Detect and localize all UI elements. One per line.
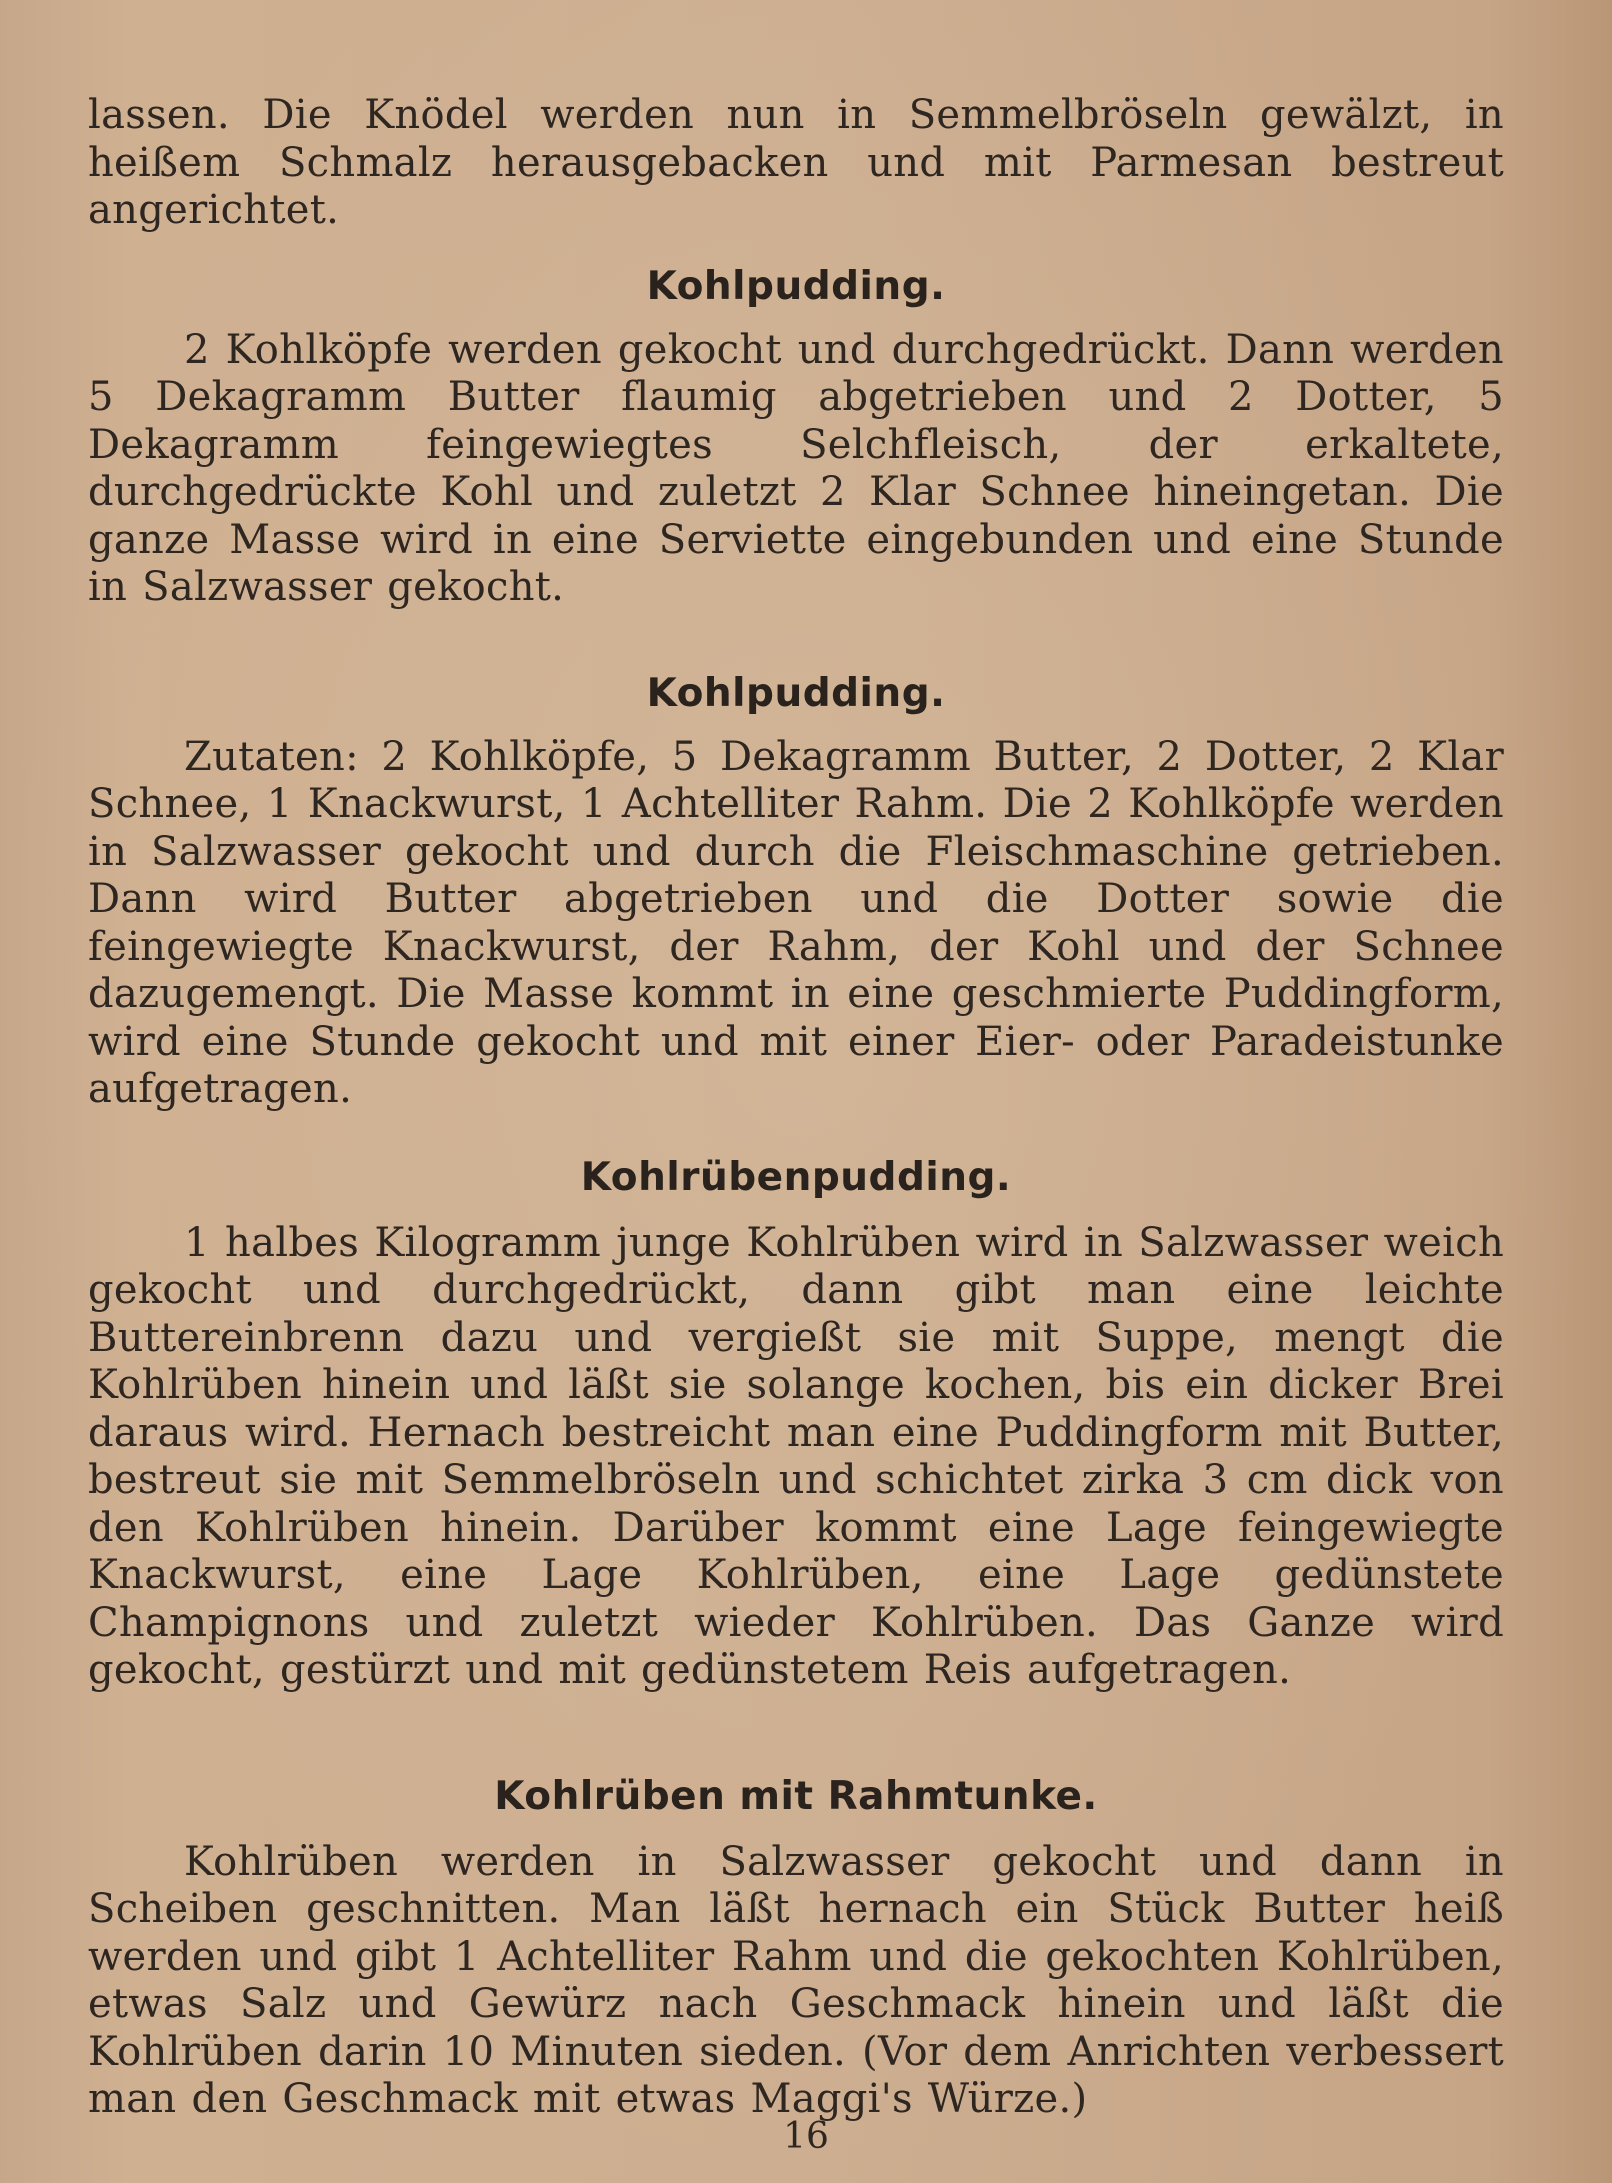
recipe-title-kohlrueben-rahmtunke: Kohlrüben mit Rahmtunke. [494, 1773, 1098, 1819]
intro-paragraph: lassen. Die Knödel werden nun in Semmelbröseln gewälzt, in heißem Schmalz herausgebacken und mit Parmesan bestreut angerichtet. [88, 92, 1504, 233]
recipe-text-kohlrueben-rahmtunke: Kohlrüben werden in Salzwasser gekocht und dann in Scheiben geschnitten. Man läßt hernach ein Stück Butter heiß werden und gibt 1 Achtelliter Rahm und die gekochten Kohlrüben, etwas Salz und Gewürz nach Geschmack hinein und läßt die Kohlrüben darin 10 Minuten sieden. (Vor dem Anrichten verbessert man den Geschmack mit etwas Maggi's Würze.) [88, 1838, 1504, 2122]
recipe-title-kohlruebenpudding: Kohlrübenpudding. [580, 1154, 1012, 1200]
recipe-title-kohlpudding-2: Kohlpudding. [646, 670, 946, 716]
recipe-text-kohlpudding-2: Zutaten: 2 Kohlköpfe, 5 Dekagramm Butter, 2 Dotter, 2 Klar Schnee, 1 Knackwurst, 1 Achtelliter Rahm. Die 2 Kohlköpfe werden in Salzwasser gekocht und durch die Fleischmaschine getrieben. Dann wird Butter abgetrieben und die Dotter sowie die feingewiegte Knackwurst, der Rahm, der Kohl und der Schnee dazugemengt. Die Masse kommt in eine geschmierte Puddingform, wird eine Stunde gekocht und mit einer Eier- oder Paradeistunke aufgetragen. [88, 733, 1504, 1112]
recipe-title-kohlpudding-1: Kohlpudding. [646, 263, 946, 309]
recipe-text-kohlpudding-1: 2 Kohlköpfe werden gekocht und durchgedrückt. Dann werden 5 Dekagramm Butter flaumig abgetrieben und 2 Dotter, 5 Dekagramm feingewiegtes Selchfleisch, der erkaltete, durchgedrückte Kohl und zuletzt 2 Klar Schnee hineingetan. Die ganze Masse wird in eine Serviette eingebunden und eine Stunde in Salzwasser gekocht. [88, 326, 1504, 610]
page-number: 16 [783, 2116, 829, 2157]
recipe-text-kohlruebenpudding: 1 halbes Kilogramm junge Kohlrüben wird in Salzwasser weich gekocht und durchgedrückt, dann gibt man eine leichte Buttereinbrenn dazu und vergießt sie mit Suppe, mengt die Kohlrüben hinein und läßt sie solange kochen, bis ein dicker Brei daraus wird. Hernach bestreicht man eine Puddingform mit Butter, bestreut sie mit Semmelbröseln und schichtet zirka 3 cm dick von den Kohlrüben hinein. Darüber kommt eine Lage feingewiegte Knackwurst, eine Lage Kohlrüben, eine Lage gedünstete Champignons und zuletzt wieder Kohlrüben. Das Ganze wird gekocht, gestürzt und mit gedünstetem Reis aufgetragen. [88, 1219, 1504, 1693]
